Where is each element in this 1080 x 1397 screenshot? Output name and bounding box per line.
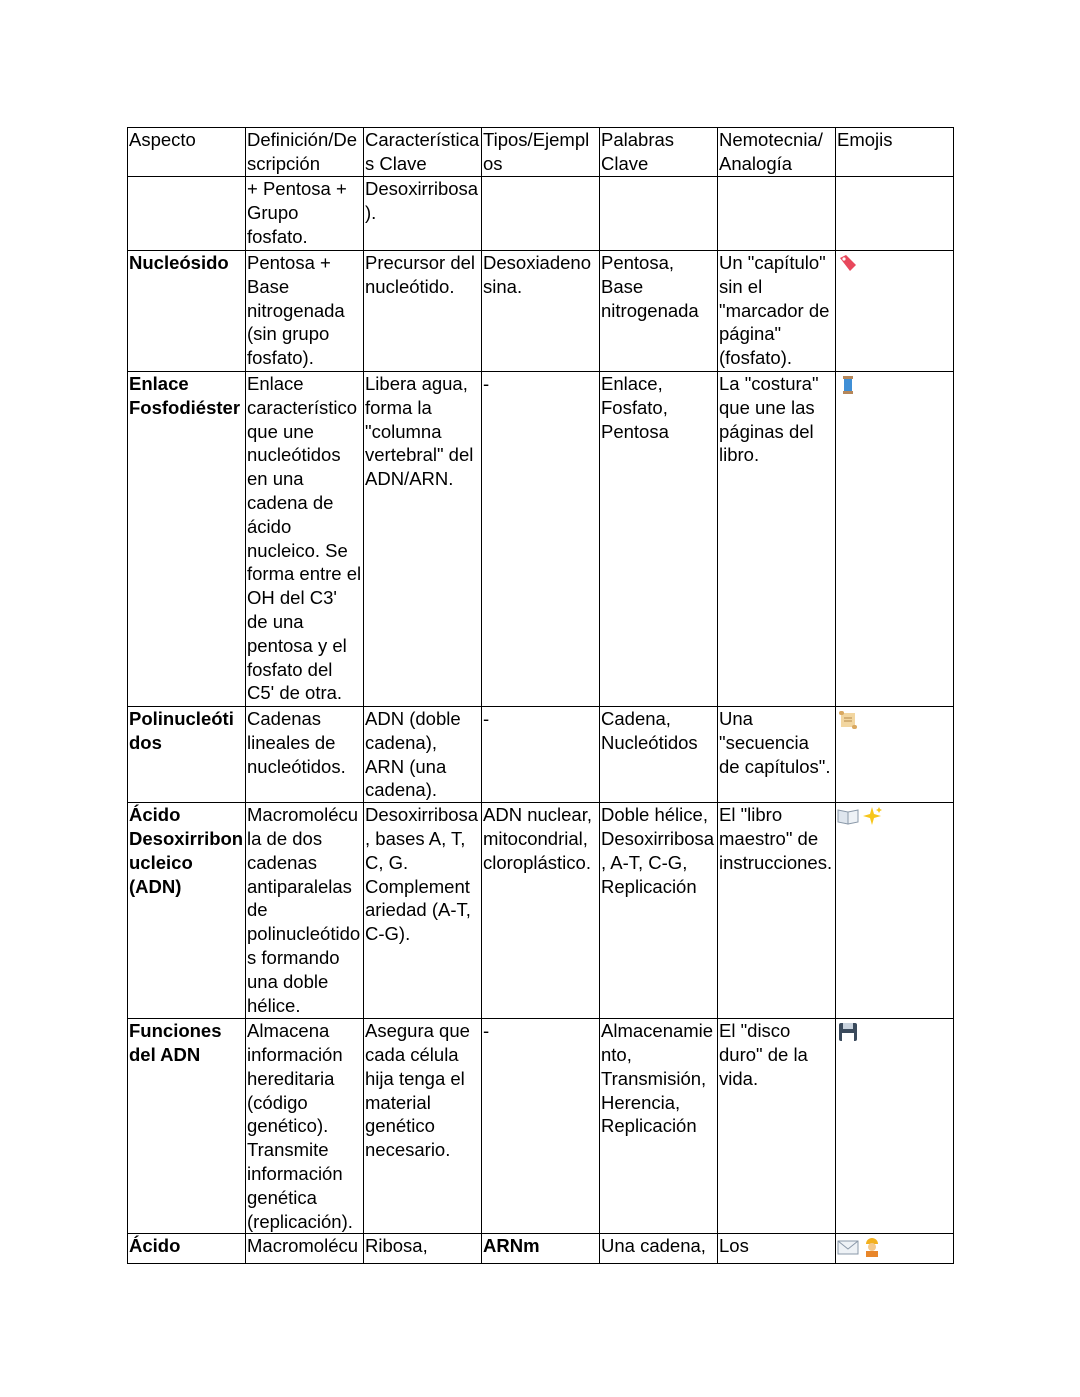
cell-emojis bbox=[836, 707, 954, 803]
cell-tipos: - bbox=[482, 707, 600, 803]
sparkles-icon bbox=[861, 806, 883, 826]
header-row bbox=[128, 128, 954, 177]
cell-caracteristicas: Desoxirribosa). bbox=[364, 177, 482, 251]
cell-caracteristicas: ADN (doble cadena), ARN (una cadena). bbox=[364, 707, 482, 803]
table-row bbox=[128, 707, 954, 803]
cell-palabras bbox=[600, 177, 718, 251]
worker-icon bbox=[861, 1237, 883, 1257]
bookmark-icon bbox=[837, 254, 859, 274]
cell-aspecto: Ácido Desoxirribonucleico (ADN) bbox=[128, 803, 246, 1019]
cell-aspecto: Enlace Fosfodiéster bbox=[128, 372, 246, 707]
cell-definicion: Almacena información hereditaria (código genético). Transmite información genética (replicación). bbox=[246, 1019, 364, 1234]
floppy-disk-icon bbox=[837, 1022, 859, 1042]
cell-emojis bbox=[836, 803, 954, 1019]
cell-caracteristicas: Desoxirribosa, bases A, T, C, G. Complementariedad (A-T, C-G). bbox=[364, 803, 482, 1019]
cell-palabras: Cadena, Nucleótidos bbox=[600, 707, 718, 803]
cell-emojis bbox=[836, 177, 954, 251]
cell-caracteristicas: Ribosa, bbox=[364, 1234, 482, 1264]
cell-palabras: Doble hélice, Desoxirribosa, A-T, C-G, Replicación bbox=[600, 803, 718, 1019]
cell-tipos: ADN nuclear, mitocondrial, cloroplástico. bbox=[482, 803, 600, 1019]
cell-palabras: Pentosa, Base nitrogenada bbox=[600, 251, 718, 372]
cell-tipos: - bbox=[482, 1019, 600, 1234]
scroll-icon bbox=[837, 710, 859, 730]
cell-nemotecnia: El "disco duro" de la vida. bbox=[718, 1019, 836, 1234]
cell-definicion: Macromolécu bbox=[246, 1234, 364, 1264]
cell-nemotecnia: La "costura" que une las páginas del libro. bbox=[718, 372, 836, 707]
cell-definicion: Macromolécula de dos cadenas antiparalelas de polinucleótidos formando una doble hélice. bbox=[246, 803, 364, 1019]
thread-spool-icon bbox=[837, 375, 859, 395]
cell-aspecto: Ácido bbox=[128, 1234, 246, 1264]
cell-nemotecnia: Una "secuencia de capítulos". bbox=[718, 707, 836, 803]
cell-nemotecnia: Los bbox=[718, 1234, 836, 1264]
cell-emojis bbox=[836, 251, 954, 372]
cell-emojis bbox=[836, 1234, 954, 1264]
cell-emojis bbox=[836, 1019, 954, 1234]
cell-caracteristicas: Libera agua, forma la "columna vertebral" del ADN/ARN. bbox=[364, 372, 482, 707]
header-emojis: Emojis bbox=[836, 128, 954, 177]
cell-tipos: - bbox=[482, 372, 600, 707]
cell-tipos bbox=[482, 177, 600, 251]
cell-aspecto bbox=[128, 177, 246, 251]
header-caracteristicas: Características Clave bbox=[364, 128, 482, 177]
cell-caracteristicas: Precursor del nucleótido. bbox=[364, 251, 482, 372]
table-row bbox=[128, 372, 954, 707]
cell-aspecto: Nucleósido bbox=[128, 251, 246, 372]
cell-definicion: Pentosa + Base nitrogenada (sin grupo fosfato). bbox=[246, 251, 364, 372]
table-row bbox=[128, 1234, 954, 1264]
header-definicion: Definición/Descripción bbox=[246, 128, 364, 177]
envelope-icon bbox=[837, 1237, 859, 1257]
cell-aspecto: Funciones del ADN bbox=[128, 1019, 246, 1234]
table-row bbox=[128, 803, 954, 1019]
cell-aspecto: Polinucleótidos bbox=[128, 707, 246, 803]
concept-table bbox=[127, 127, 954, 1264]
cell-caracteristicas: Asegura que cada célula hija tenga el material genético necesario. bbox=[364, 1019, 482, 1234]
header-aspecto: Aspecto bbox=[128, 128, 246, 177]
header-tipos: Tipos/Ejemplos bbox=[482, 128, 600, 177]
cell-palabras: Una cadena, bbox=[600, 1234, 718, 1264]
cell-definicion: Enlace característico que une nucleótidos en una cadena de ácido nucleico. Se forma entre el OH del C3' de una pentosa y el fosfato del C5' de otra. bbox=[246, 372, 364, 707]
table-row bbox=[128, 1019, 954, 1234]
cell-palabras: Almacenamiento, Transmisión, Herencia, Replicación bbox=[600, 1019, 718, 1234]
table-row bbox=[128, 177, 954, 251]
header-nemotecnia: Nemotecnia/ Analogía bbox=[718, 128, 836, 177]
cell-definicion: + Pentosa + Grupo fosfato. bbox=[246, 177, 364, 251]
cell-nemotecnia: El "libro maestro" de instrucciones. bbox=[718, 803, 836, 1019]
cell-emojis bbox=[836, 372, 954, 707]
cell-palabras: Enlace, Fosfato, Pentosa bbox=[600, 372, 718, 707]
cell-nemotecnia bbox=[718, 177, 836, 251]
header-palabras: Palabras Clave bbox=[600, 128, 718, 177]
table-row bbox=[128, 251, 954, 372]
cell-tipos: ARNm bbox=[482, 1234, 600, 1264]
cell-tipos: Desoxiadenosina. bbox=[482, 251, 600, 372]
open-book-icon bbox=[837, 806, 859, 826]
cell-nemotecnia: Un "capítulo" sin el "marcador de página" (fosfato). bbox=[718, 251, 836, 372]
cell-definicion: Cadenas lineales de nucleótidos. bbox=[246, 707, 364, 803]
